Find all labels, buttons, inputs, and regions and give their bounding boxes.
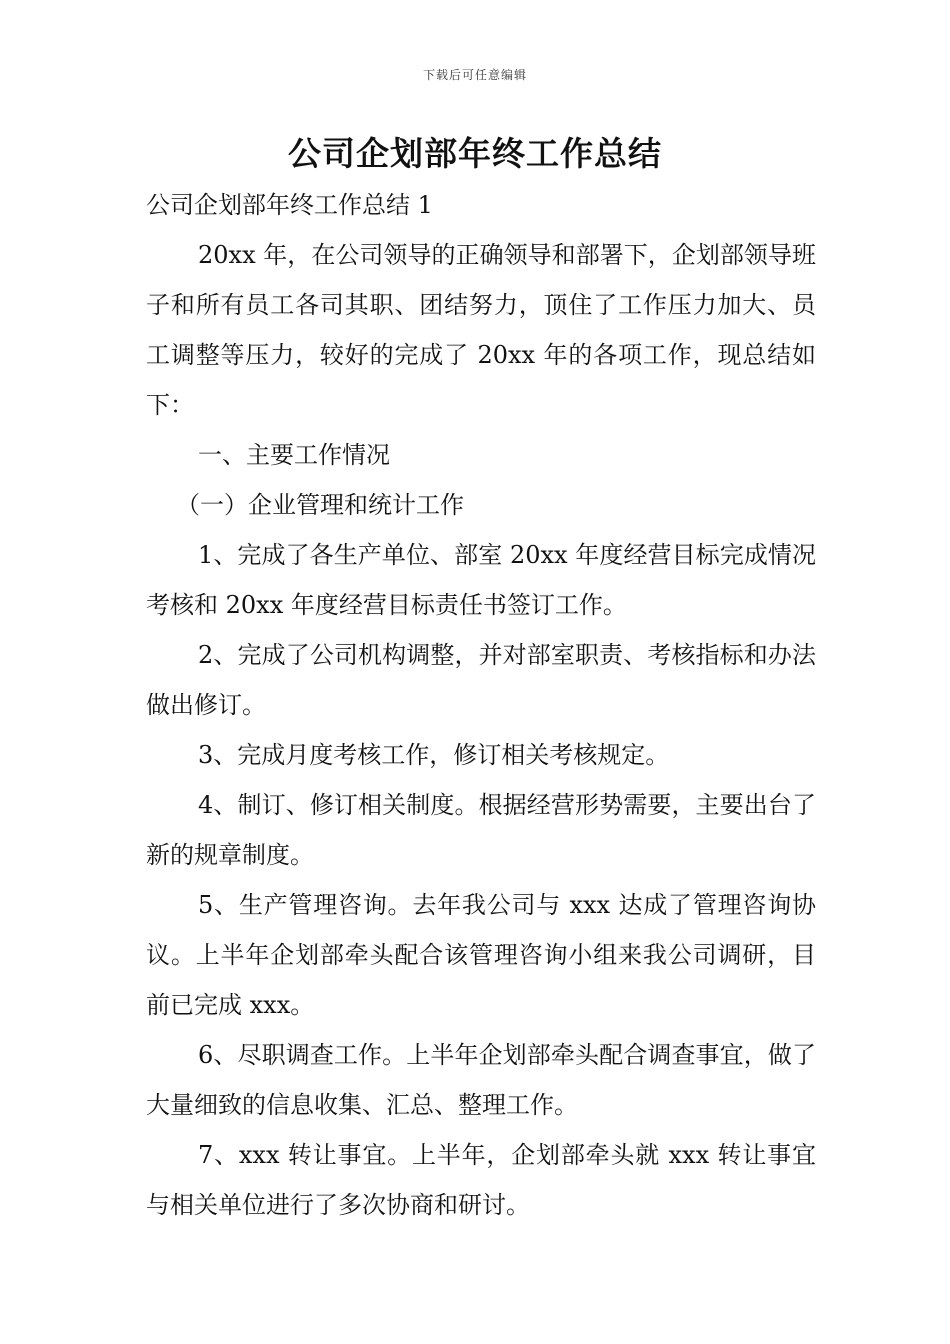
paragraph-item-6: 6、尽职调查工作。上半年企划部牵头配合调查事宜，做了大量细致的信息收集、汇总、整理工作。 <box>146 1041 816 1119</box>
heading-main-work: 一、主要工作情况 <box>198 441 390 469</box>
paragraph-item-2: 2、完成了公司机构调整，并对部室职责、考核指标和办法做出修订。 <box>146 641 816 719</box>
document-body <box>146 180 816 1230</box>
paragraph-item-5: 5、生产管理咨询。去年我公司与 xxx 达成了管理咨询协议。上半年企划部牵头配合该管理咨询小组来我公司调研，目前已完成 xxx。 <box>146 891 816 1019</box>
paragraph-item-4: 4、制订、修订相关制度。根据经营形势需要，主要出台了新的规章制度。 <box>146 791 816 869</box>
paragraph-item-3: 3、完成月度考核工作，修订相关考核规定。 <box>198 741 670 769</box>
header-note: 下载后可任意编辑 <box>422 68 527 82</box>
document-title: 公司企划部年终工作总结 <box>288 134 662 173</box>
heading-enterprise-management: （一）企业管理和统计工作 <box>176 491 464 519</box>
paragraph-intro: 20xx 年，在公司领导的正确领导和部署下，企划部领导班子和所有员工各司其职、团结努力，顶住了工作压力加大、员工调整等压力，较好的完成了 20xx 年的各项工作，现总结如下： <box>146 241 816 419</box>
paragraph-item-1: 1、完成了各生产单位、部室 20xx 年度经营目标完成情况考核和 20xx 年度经营目标责任书签订工作。 <box>146 541 816 619</box>
paragraph-item-7: 7、xxx 转让事宜。上半年，企划部牵头就 xxx 转让事宜与相关单位进行了多次协商和研讨。 <box>146 1141 816 1219</box>
section-subtitle: 公司企划部年终工作总结 1 <box>146 191 433 219</box>
